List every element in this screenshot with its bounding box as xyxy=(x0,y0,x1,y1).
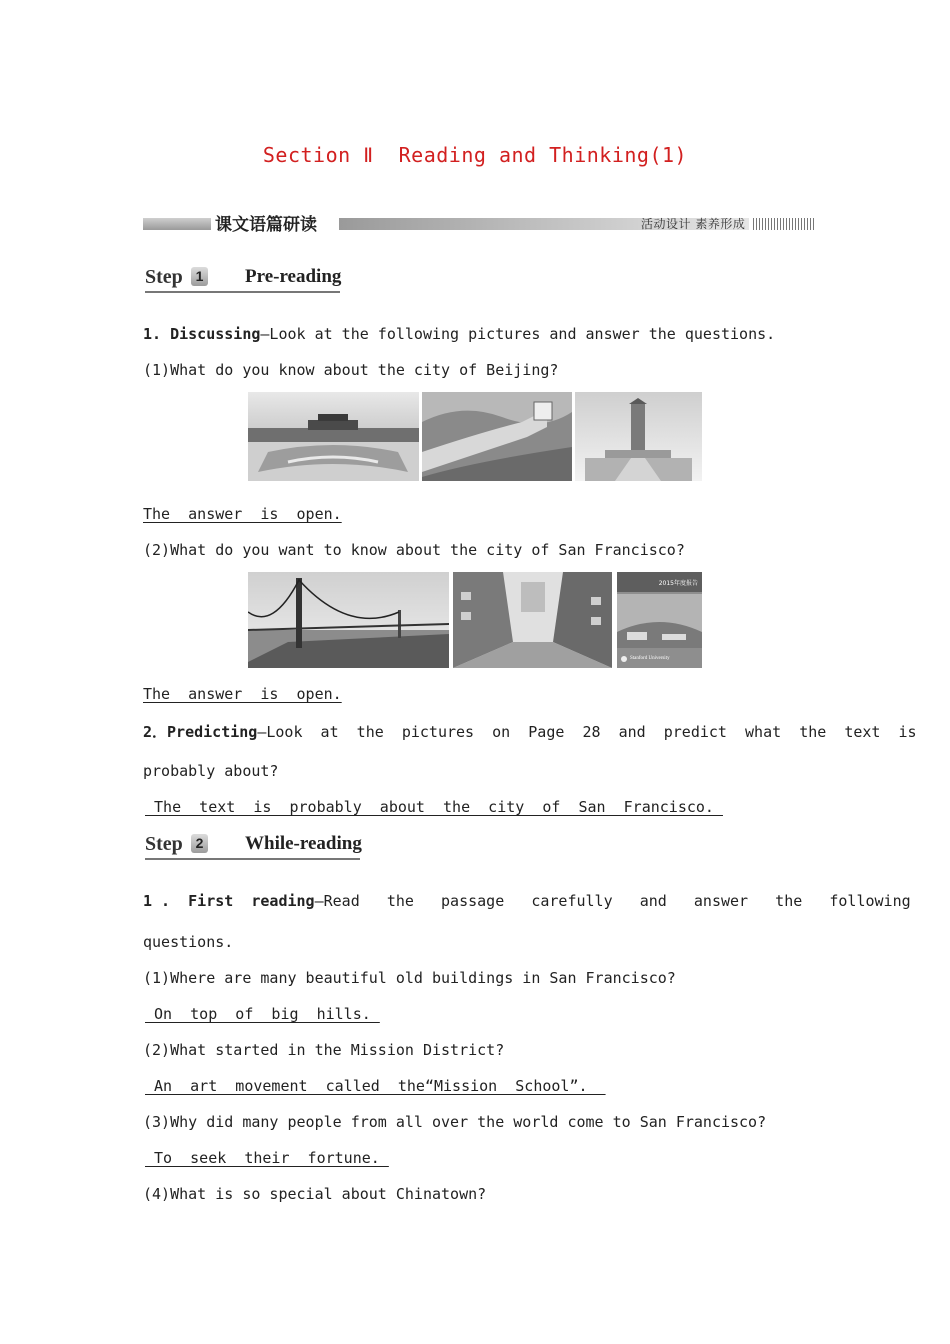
sub-answer-2: An art movement called the“Mission School”. xyxy=(145,1077,606,1095)
question-discussing: 1. Discussing—Look at the following pictures and answer the questions. xyxy=(143,325,776,343)
sub-question-4: (4)What is so special about Chinatown? xyxy=(143,1185,487,1203)
step-2-heading: Step 2 While-reading xyxy=(145,833,365,861)
question-first-reading-cont: questions. xyxy=(143,933,234,951)
question-predicting: 2．Predicting—Look at the pictures on Page 28 and predict what the text is xyxy=(143,723,917,741)
banner-label: 课文语篇研读 xyxy=(215,215,317,235)
question-predicting-cont: probably about? xyxy=(143,762,279,780)
great-wall-photo xyxy=(422,392,572,481)
step-number-badge: 1 xyxy=(191,267,208,286)
question-beijing: (1)What do you know about the city of Beijing? xyxy=(143,361,559,379)
university-report-cover xyxy=(617,572,702,668)
monument-photo xyxy=(575,392,702,481)
report-cover-title: 2015年度报告 xyxy=(658,580,698,587)
answer-beijing: The answer is open. xyxy=(143,505,342,523)
sub-answer-1: On top of big hills. xyxy=(145,1005,380,1023)
step-number-badge: 2 xyxy=(191,834,208,853)
sub-question-3: (3)Why did many people from all over the world come to San Francisco? xyxy=(143,1113,767,1131)
section-banner xyxy=(143,210,815,236)
answer-predicting: The text is probably about the city of San Francisco. xyxy=(145,798,723,816)
answer-san-francisco: The answer is open. xyxy=(143,685,342,703)
question-san-francisco: (2)What do you want to know about the city of San Francisco? xyxy=(143,541,685,559)
sub-question-2: (2)What started in the Mission District? xyxy=(143,1041,505,1059)
question-first-reading: 1 . First reading—Read the passage carefully and answer the following xyxy=(143,892,911,910)
forbidden-city-photo xyxy=(248,392,419,481)
sub-answer-3: To seek their fortune. xyxy=(145,1149,389,1167)
chinatown-street-photo xyxy=(453,572,612,668)
banner-subtitle: 活动设计 素养形成 xyxy=(641,217,746,231)
sub-question-1: (1)Where are many beautiful old buildings in San Francisco? xyxy=(143,969,676,987)
golden-gate-photo xyxy=(248,572,449,668)
page-title: Section Ⅱ Reading and Thinking(1) xyxy=(262,143,688,167)
report-cover-footer: Stanford University xyxy=(630,656,670,661)
step-1-heading: Step 1 Pre-reading xyxy=(145,266,345,294)
